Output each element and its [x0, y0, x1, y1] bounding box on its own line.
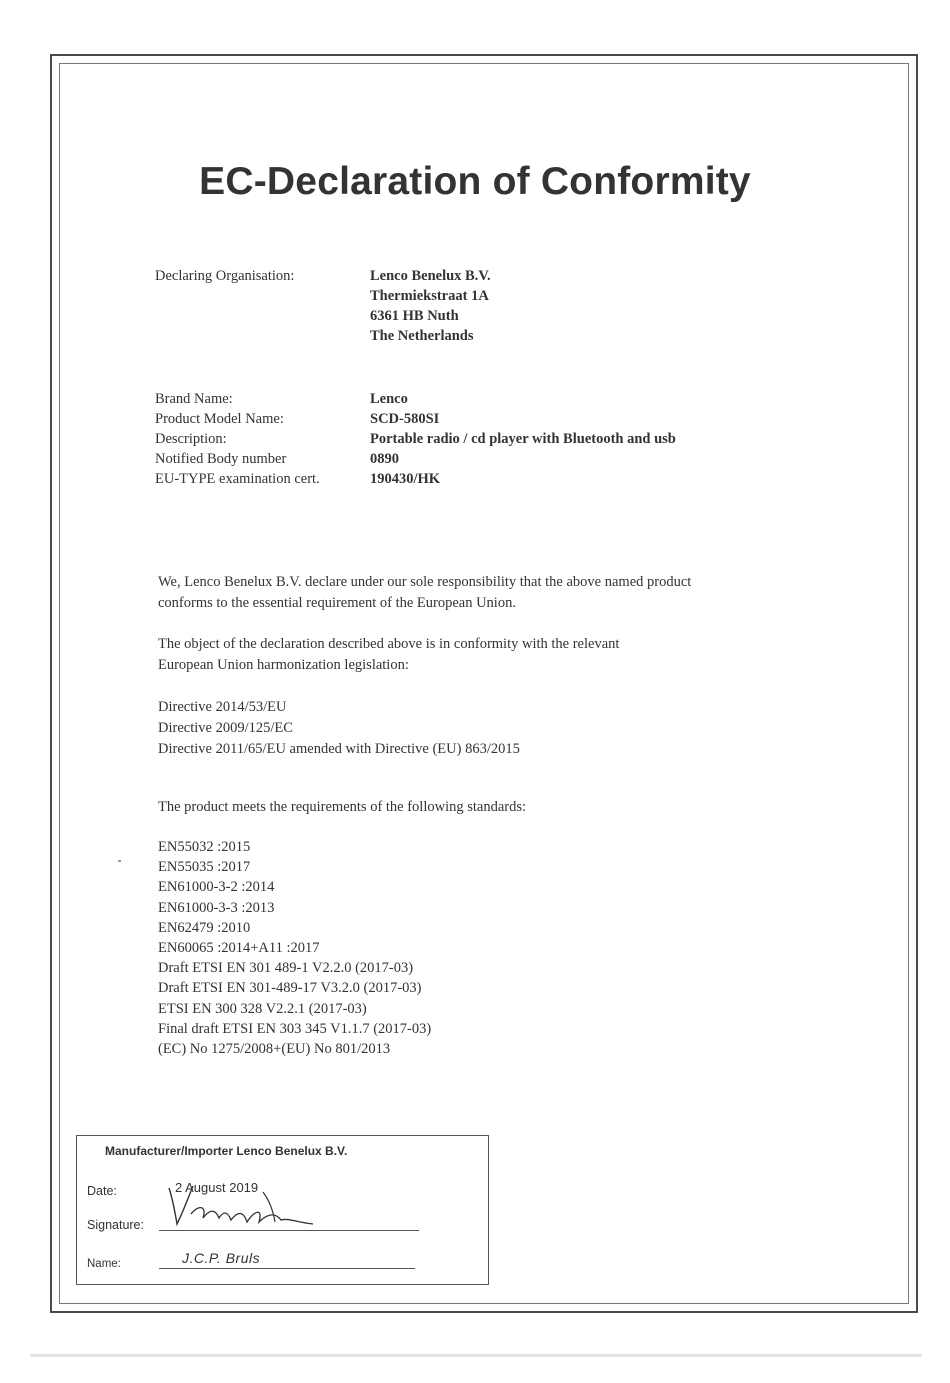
- standard-item: EN61000-3-3 :2013: [158, 899, 275, 916]
- brand-name-label: Brand Name:: [155, 391, 233, 407]
- standard-item: Final draft ETSI EN 303 345 V1.1.7 (2017-03): [158, 1020, 432, 1037]
- conformity-paragraph: [158, 634, 838, 676]
- product-row-eu-type: [155, 469, 676, 489]
- description-label: Description:: [155, 431, 227, 447]
- notified-body-value: 0890: [370, 451, 399, 467]
- paragraph-line: European Union harmonization legislation:: [158, 657, 409, 673]
- page-bottom-divider: [30, 1354, 922, 1357]
- declaration-paragraph: [158, 572, 838, 614]
- manufacturer-signature-box: [76, 1135, 489, 1285]
- standard-item: Draft ETSI EN 301-489-17 V3.2.0 (2017-03): [158, 980, 422, 997]
- signature-line: [159, 1230, 419, 1231]
- inner-border: [59, 63, 909, 1304]
- signatory-name: J.C.P. Bruls: [182, 1250, 261, 1266]
- scan-speck: [118, 860, 121, 862]
- product-info: [155, 389, 676, 489]
- product-row-model: [155, 409, 676, 429]
- product-row-notified-body: [155, 449, 676, 469]
- declaring-org-label: Declaring Organisation:: [155, 268, 295, 284]
- product-row-brand: [155, 389, 676, 409]
- directive-item: Directive 2011/65/EU amended with Directive (EU) 863/2015: [158, 741, 520, 757]
- declaring-org-address: [370, 266, 491, 346]
- directives-list: [158, 697, 838, 760]
- directive-item: Directive 2009/125/EC: [158, 720, 293, 736]
- name-label: Name:: [87, 1258, 121, 1270]
- org-line: Thermiekstraat 1A: [370, 288, 489, 304]
- paragraph-line: The object of the declaration described above is in conformity with the relevant: [158, 636, 620, 652]
- product-row-description: [155, 429, 676, 449]
- brand-name-value: Lenco: [370, 391, 408, 407]
- description-value: Portable radio / cd player with Bluetooth and usb: [370, 431, 676, 447]
- paragraph-line: conforms to the essential requirement of the European Union.: [158, 595, 516, 611]
- eu-type-label: EU-TYPE examination cert.: [155, 471, 320, 487]
- org-line: Lenco Benelux B.V.: [370, 268, 491, 284]
- handwritten-signature: [163, 1182, 323, 1232]
- org-line: 6361 HB Nuth: [370, 308, 459, 324]
- standard-item: EN55035 :2017: [158, 859, 251, 876]
- standard-item: EN61000-3-2 :2014: [158, 879, 275, 896]
- eu-type-value: 190430/HK: [370, 471, 441, 487]
- name-line: [159, 1268, 415, 1269]
- standard-item: EN55032 :2015: [158, 839, 251, 855]
- date-label: Date:: [87, 1184, 117, 1198]
- directive-item: Directive 2014/53/EU: [158, 699, 287, 715]
- standard-item: EN62479 :2010: [158, 919, 251, 936]
- model-name-label: Product Model Name:: [155, 411, 284, 427]
- standards-list: [158, 837, 838, 1059]
- manufacturer-title: Manufacturer/Importer Lenco Benelux B.V.: [105, 1144, 348, 1158]
- standard-item: Draft ETSI EN 301 489-1 V2.2.0 (2017-03): [158, 960, 414, 977]
- notified-body-label: Notified Body number: [155, 451, 287, 467]
- standard-item: ETSI EN 300 328 V2.2.1 (2017-03): [158, 1000, 367, 1017]
- model-name-value: SCD-580SI: [370, 411, 440, 427]
- org-line: The Netherlands: [370, 328, 474, 344]
- paragraph-line: We, Lenco Benelux B.V. declare under our sole responsibility that the above named product: [158, 574, 692, 590]
- signature-label: Signature:: [87, 1218, 144, 1232]
- standard-item: EN60065 :2014+A11 :2017: [158, 940, 320, 957]
- document-title: EC-Declaration of Conformity: [199, 160, 751, 203]
- standards-intro: The product meets the requirements of the following standards:: [158, 799, 527, 815]
- date-value: 2 August 2019: [175, 1180, 259, 1195]
- standard-item: (EC) No 1275/2008+(EU) No 801/2013: [158, 1041, 391, 1058]
